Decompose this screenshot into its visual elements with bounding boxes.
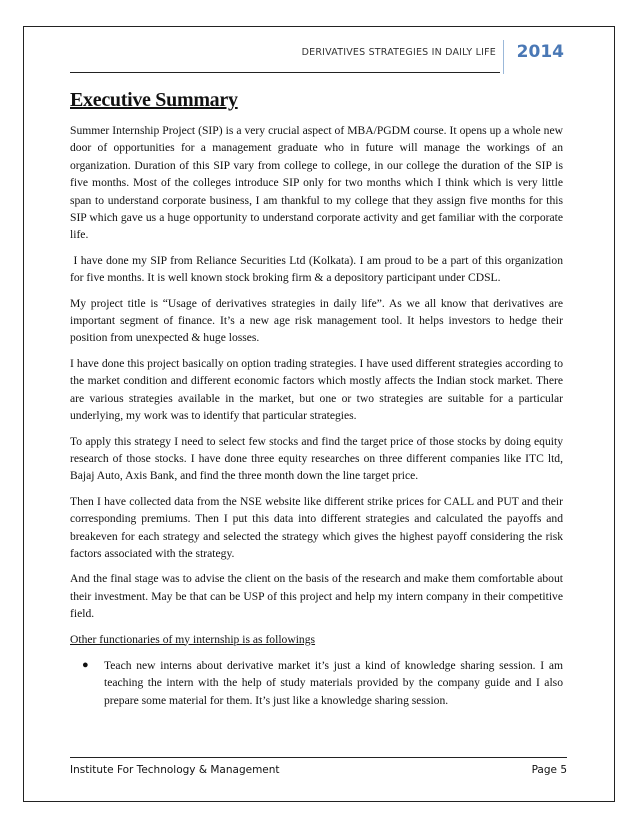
- page-header: [70, 38, 570, 74]
- bullet-list: [70, 657, 563, 709]
- subheading: Other functionaries of my internship is as followings: [70, 632, 316, 646]
- section-heading: Executive Summary: [70, 89, 238, 111]
- list-item: [82, 657, 563, 709]
- header-divider: [503, 40, 504, 74]
- footer-institute: Institute For Technology & Management: [70, 764, 280, 776]
- header-year: 2014: [516, 42, 564, 62]
- paragraph: I have done this project basically on option trading strategies. I have used different strategies according to the market condition and different economic factors which mostly affects the Indian stock market. There are various strategies available in the market, but one or two strategies are suitable for a particular underlying, my work was to identify that particular strategies.: [70, 356, 563, 423]
- paragraph: My project title is “Usage of derivatives strategies in daily life”. As we all know that derivatives are important segment of finance. It’s a new age risk management tool. It helps investors to hedge their position from unexpected & huge losses.: [70, 296, 563, 345]
- list-item-text: Teach new interns about derivative market it’s just a kind of knowledge sharing session. I am teaching the intern with the help of study materials provided by the company guide and I also prepare some material for them. It’s just like a knowledge sharing session.: [104, 658, 563, 707]
- bullet-icon: ●: [82, 658, 89, 671]
- paragraph: I have done my SIP from Reliance Securities Ltd (Kolkata). I am proud to be a part of this organization for five months. It is well known stock broking firm & a depository participant under CDSL.: [70, 253, 566, 285]
- header-title: DERIVATIVES STRATEGIES IN DAILY LIFE: [301, 47, 496, 58]
- document-body: [70, 88, 566, 709]
- paragraph: To apply this strategy I need to select few stocks and find the target price of those stocks by doing equity research of those stocks. I have done three equity researches on three different companies like ITC ltd, Bajaj Auto, Axis Bank, and find the three month down the line target price.: [70, 434, 563, 483]
- footer-page-number: Page 5: [531, 764, 567, 776]
- page-footer: [70, 757, 567, 782]
- paragraph: Summer Internship Project (SIP) is a very crucial aspect of MBA/PGDM course. It opens up a whole new door of opportunities for a management graduate who in future will manage the workings of an organization. Duration of this SIP vary from college to college, in our college the duration of the SIP is five months. Most of the colleges introduce SIP only for two months which I think which is very little span to understand corporate business, I am thankful to my college that they assign five months for this SIP which gave us a huge opportunity to understand corporate activity and get familiar with the corporate life.: [70, 124, 563, 242]
- paragraph: Then I have collected data from the NSE website like different strike prices for CALL and PUT and their corresponding premiums. Then I put this data into different strategies and calculated the payoffs and breakeven for each strategy and selected the strategy which gives the highest payoff considering the risk factors associated with the strategy.: [70, 494, 563, 560]
- paragraph: And the final stage was to advise the client on the basis of the research and make them comfortable about their investment. May be that can be USP of this project and help my intern company in their competitive field.: [70, 572, 563, 621]
- header-rule: [70, 72, 500, 73]
